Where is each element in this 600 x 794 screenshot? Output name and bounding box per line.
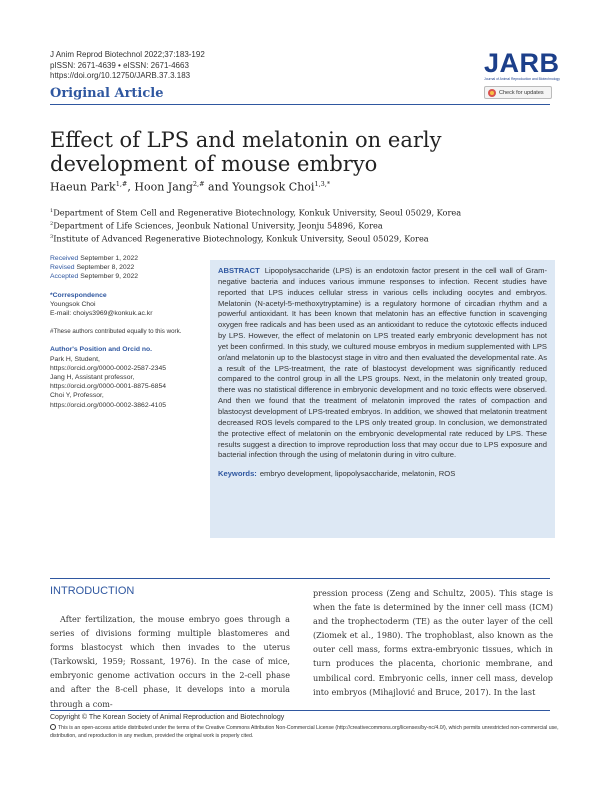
creative-commons-icon xyxy=(50,724,56,730)
author-affil-mark: 1,3,* xyxy=(314,180,331,188)
journal-meta xyxy=(50,50,205,82)
author-separator: , xyxy=(127,180,135,194)
orcid-link[interactable]: https://orcid.org/0000-0001-8875-6854 xyxy=(50,383,167,391)
check-updates-icon xyxy=(488,89,496,97)
introduction-right-column: pression process (Zeng and Schultz, 2005). This stage is when the fate is determined by the inner cell mass (ICM) and the trophectoderm (TE) as the outer layer of the cell (Ziomek et al., 1980). The trophoblast, also known as the outer cell mass, forms extra-embryonic tissues, which in turn produces the placenta, chorionic membrane, and umbilical cord. Embryonic cells, inner cell mass, develop into embryos (Mihajlović and Bruce, 2017). In the last xyxy=(313,588,553,697)
article-type: Original Article xyxy=(50,86,164,101)
journal-logo xyxy=(484,48,560,82)
keywords-text: embryo development, lipopolysaccharide, melatonin, ROS xyxy=(259,469,456,479)
header-divider xyxy=(50,104,550,105)
abstract-box xyxy=(210,260,555,538)
journal-issn: pISSN: 2671-4639 • eISSN: 2671-4663 xyxy=(50,60,189,70)
author-list xyxy=(50,180,330,194)
correspondence-email[interactable]: E-mail: choiys3969@konkuk.ac.kr xyxy=(50,310,153,318)
abstract-text: Lipopolysaccharide (LPS) is an endotoxin factor present in the cell wall of Gram-negative bacteria and induces various immune responses to infection. Recent studies have reported that LPS induces cellular stress in various cells including oocytes and embryos. Melatonin (N-acetyl-5-methoxytryptamine) is a regulatory hormone of circadian rhythm and a powerful antioxidant. It has been known that melatonin has an effective function in scavenging oxygen free radicals and has been used as an antioxidant to reduce the cytotoxic effects induced by LPS. However, the effect of melatonin on LPS treated early embryonic development has not yet been confirmed. In this study, we cultured mouse embryos in medium supplemented with LPS or/and melatonin up to the blastocyst stage in vitro and then evaluated the developmental rate. As a result of the LPS-treatment, the rate of blastocyst development was significantly reduced compared to the control group in all the LPS groups. Next, in the melatonin only treated group, there was no statistical difference in embryonic development and no toxic effects were observed. And then we found that the treatment of melatonin improved the rates of compaction and blastocyst development of LPS-treated embryos. In addition, we showed that melatonin treatment decreased ROS levels compared to the LPS only treated group. In conclusion, we demonstrated the protective effect of melatonin on the embryonic developmental rate reduced by LPS. These results suggest a direction to improve reproduction loss that may occur due to LPS exposure and bacterial infection through the using of melatonin during in vitro culture. xyxy=(218,266,547,460)
introduction-heading: INTRODUCTION xyxy=(50,585,135,597)
journal-logo-text: JARB xyxy=(484,48,560,78)
check-updates-label: Check for updates xyxy=(499,89,544,96)
abstract-body xyxy=(218,266,547,461)
orcid-line: Jang H, Assistant professor, xyxy=(50,374,135,382)
equal-contribution-note: #These authors contributed equally to this work. xyxy=(50,328,182,336)
author-name: Haeun Park xyxy=(50,180,116,194)
keywords-label: Keywords: xyxy=(218,469,257,479)
article-dates: Received September 1, 2022 Revised September 8, 2022 Accepted September 9, 2022 xyxy=(50,255,139,281)
orcid-link[interactable]: https://orcid.org/0000-0002-3862-4105 xyxy=(50,401,167,409)
copyright-notice: Copyright © The Korean Society of Animal Reproduction and Biotechnology xyxy=(50,714,285,721)
orcid-line: Choi Y, Professor, xyxy=(50,392,104,400)
journal-logo-subtitle: Journal of Animal Reproduction and Biotechnology xyxy=(484,77,560,81)
orcid-line: Park H, Student, xyxy=(50,355,100,363)
author-affil-mark: 2,# xyxy=(192,180,205,188)
footer-divider xyxy=(50,710,550,711)
abstract-label: ABSTRACT xyxy=(218,266,260,275)
section-divider xyxy=(50,578,550,579)
article-sidebar xyxy=(50,254,200,410)
correspondence-name: Youngsok Choi xyxy=(50,300,96,308)
author-affil-mark: 1,# xyxy=(115,180,128,188)
author-name: Youngsok Choi xyxy=(232,180,315,194)
introduction-left-column: After fertilization, the mouse embryo goes through a series of divisions forming multiple blastomeres and forms blastocyst which then invades to the uterus (Tarkowski, 1959; Rossant, 1976). In the case of mice, embryonic genome activation occurs in the 2-cell phase and after the 8-cell phase, it develops into a morula through a com- xyxy=(50,614,290,709)
author-separator: and xyxy=(204,180,233,194)
orcid-link[interactable]: https://orcid.org/0000-0002-2587-2345 xyxy=(50,364,167,372)
author-name: Hoon Jang xyxy=(134,180,193,194)
affiliations xyxy=(50,206,560,246)
journal-citation: J Anim Reprod Biotechnol 2022;37:183-192 xyxy=(50,50,205,59)
affiliation-item: $^3$Institute of Advanced Regenerative Biotechnology, Konkuk University, Seoul 05029, Korea xyxy=(50,234,429,245)
affiliation-item: $^2$Department of Life Sciences, Jeonbuk National University, Jeonju 54896, Korea xyxy=(50,220,383,231)
article-title: Effect of LPS and melatonin on early development of mouse embryo xyxy=(50,128,442,176)
correspondence-block xyxy=(50,291,200,319)
journal-doi[interactable]: https://doi.org/10.12750/JARB.37.3.183 xyxy=(50,71,191,80)
orcid-heading: Author's Position and Orcid no. xyxy=(50,346,153,354)
license-notice xyxy=(50,724,560,740)
check-updates-button[interactable] xyxy=(484,86,552,99)
keywords xyxy=(218,469,547,480)
orcid-block xyxy=(50,345,200,409)
correspondence-heading: *Correspondence xyxy=(50,291,107,299)
license-text: This is an open-access article distributed under the terms of the Creative Commons Attribution Non-Commercial License (http://creativecommons.org/licenses/by-nc/4.0/), which permits unrestricted non-commercial use, distribution, and reproduction in any medium, provided the original work is properly cited. xyxy=(50,725,559,739)
affiliation-item: $^1$Department of Stem Cell and Regenerative Biotechnology, Konkuk University, Seoul 05029, Korea xyxy=(50,207,462,218)
